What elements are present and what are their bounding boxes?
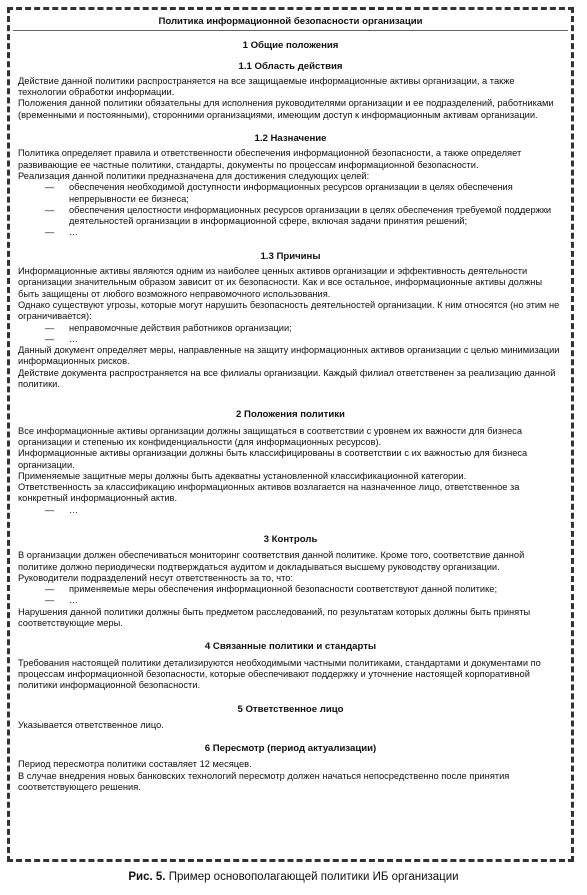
paragraph: Действие данной политики распространяется на все защищаемые информационные активы организации, а также технологии обработки информации. — [18, 75, 515, 98]
paragraph: Нарушения данной политики должны быть предметом расследований, по результатам которых должны быть приняты соответствующие меры. — [18, 606, 531, 629]
paragraph: В организации должен обеспечиваться мониторинг соответствия данной политике. Кроме того, соответствие данной политике должно периодически подтверждаться аудитом и докладываться высшему руководству организации. — [18, 550, 525, 572]
figure-caption-label: Рис. 5. — [128, 871, 166, 883]
section-purpose-title: 1.2 Назначение — [254, 133, 327, 145]
purpose-list — [18, 182, 563, 238]
paragraph: Политика определяет правила и ответственности обеспечения информационной безопасности, а также определяет развивающие ее частные политики, стандарты, документы по процессам информационной безопасности. — [18, 148, 522, 170]
figure-caption-text: Пример основополагающей политики ИБ организации — [168, 871, 459, 883]
paragraph: Период пересмотра политики составляет 12 месяцев. — [18, 759, 252, 770]
list-item: — … — [18, 334, 563, 345]
paragraph: Данный документ определяет меры, направленные на защиту информационных активов организации с целью минимизации информационных рисков. — [18, 345, 560, 367]
paragraph: Положения данной политики обязательны для исполнения руководителями организации и ее подразделений, работниками (временными и постоянными), сторонними организациями, имеющим доступ к информационным активам организации. — [18, 98, 554, 120]
list-item: — … — [18, 595, 563, 606]
list-item: — обеспечения необходимой доступности информационных ресурсов организации в целях обеспечения непрерывности ее бизнеса; — [18, 182, 563, 205]
paragraph: Реализация данной политики предназначена для достижения следующих целей: — [18, 170, 370, 181]
paragraph: Действие документа распространяется на все филиалы организации. Каждый филиал ответственен за реализацию данной политики. — [18, 367, 556, 390]
section-reasons-title: 1.3 Причины — [260, 250, 321, 262]
paragraph: Ответственность за классификацию информационных активов возлагается на назначенное лицо, ответственное за конкретный информационный актив. — [18, 482, 520, 504]
list-item: — обеспечения целостности информационных ресурсов организации в целях обеспечения требуемой поддержки деятельностей организации в информационной сфере, включая задачи принятия решений; — [18, 205, 563, 228]
section-control-title: 3 Контроль — [263, 533, 318, 545]
section-related-title: 4 Связанные политики и стандарты — [204, 641, 377, 653]
paragraph: Информационные активы организации должны быть классифицированы в соответствии с их важностью для бизнеса организации. — [18, 448, 528, 470]
paragraph: В случае внедрения новых банковских технологий пересмотр должен начаться непосредственно после принятия соответствующего решения. — [18, 770, 510, 793]
paragraph: Указывается ответственное лицо. — [18, 719, 164, 730]
section-scope-title: 1.1 Область действия — [238, 60, 343, 72]
section-responsible-title: 5 Ответственное лицо — [237, 703, 344, 715]
section-review-title: 6 Пересмотр (период актуализации) — [204, 743, 377, 755]
list-item: — применяемые меры обеспечения информационной безопасности соответствуют данной политике; — [18, 584, 563, 595]
control-list — [18, 584, 563, 607]
paragraph: Руководители подразделений несут ответственность за то, что: — [18, 572, 293, 583]
list-item: — неправомочные действия работников организации; — [18, 323, 563, 334]
paragraph: Применяемые защитные меры должны быть адекватны установленной классификационной категории. — [18, 470, 467, 481]
paragraph: Требования настоящей политики детализируются необходимыми частными политиками, стандартами и документами по процессам информационной безопасности, которые обеспечивают поддержку и уточнение настоящей корпоративной политики информационной безопасности. — [18, 657, 541, 691]
document-title: Политика информационной безопасности организации — [13, 14, 568, 31]
provisions-list — [18, 505, 563, 516]
policy-document-frame — [7, 7, 574, 862]
section-provisions-title: 2 Положения политики — [236, 409, 345, 421]
paragraph: Однако существуют угрозы, которые могут нарушить безопасность деятельностей организации. К ним относятся (но этим не ограничивается): — [18, 299, 560, 322]
reasons-list — [18, 323, 563, 346]
section-general-title: 1 Общие положения — [242, 40, 339, 52]
list-item: — … — [18, 227, 563, 238]
list-item: — … — [18, 505, 563, 516]
figure-caption — [0, 871, 587, 883]
paragraph: Информационные активы являются одним из наиболее ценных активов организации и эффективность деятельности организации значительным образом зависит от их безопасности. Как и все остальное, информационные активы должны быть защищены от любого возможного неправомочного использования. — [18, 266, 543, 299]
paragraph: Все информационные активы организации должны защищаться в соответствии с уровнем их важности для бизнеса организации и степенью их конфиденциальности (для информационных ресурсов). — [18, 425, 522, 447]
